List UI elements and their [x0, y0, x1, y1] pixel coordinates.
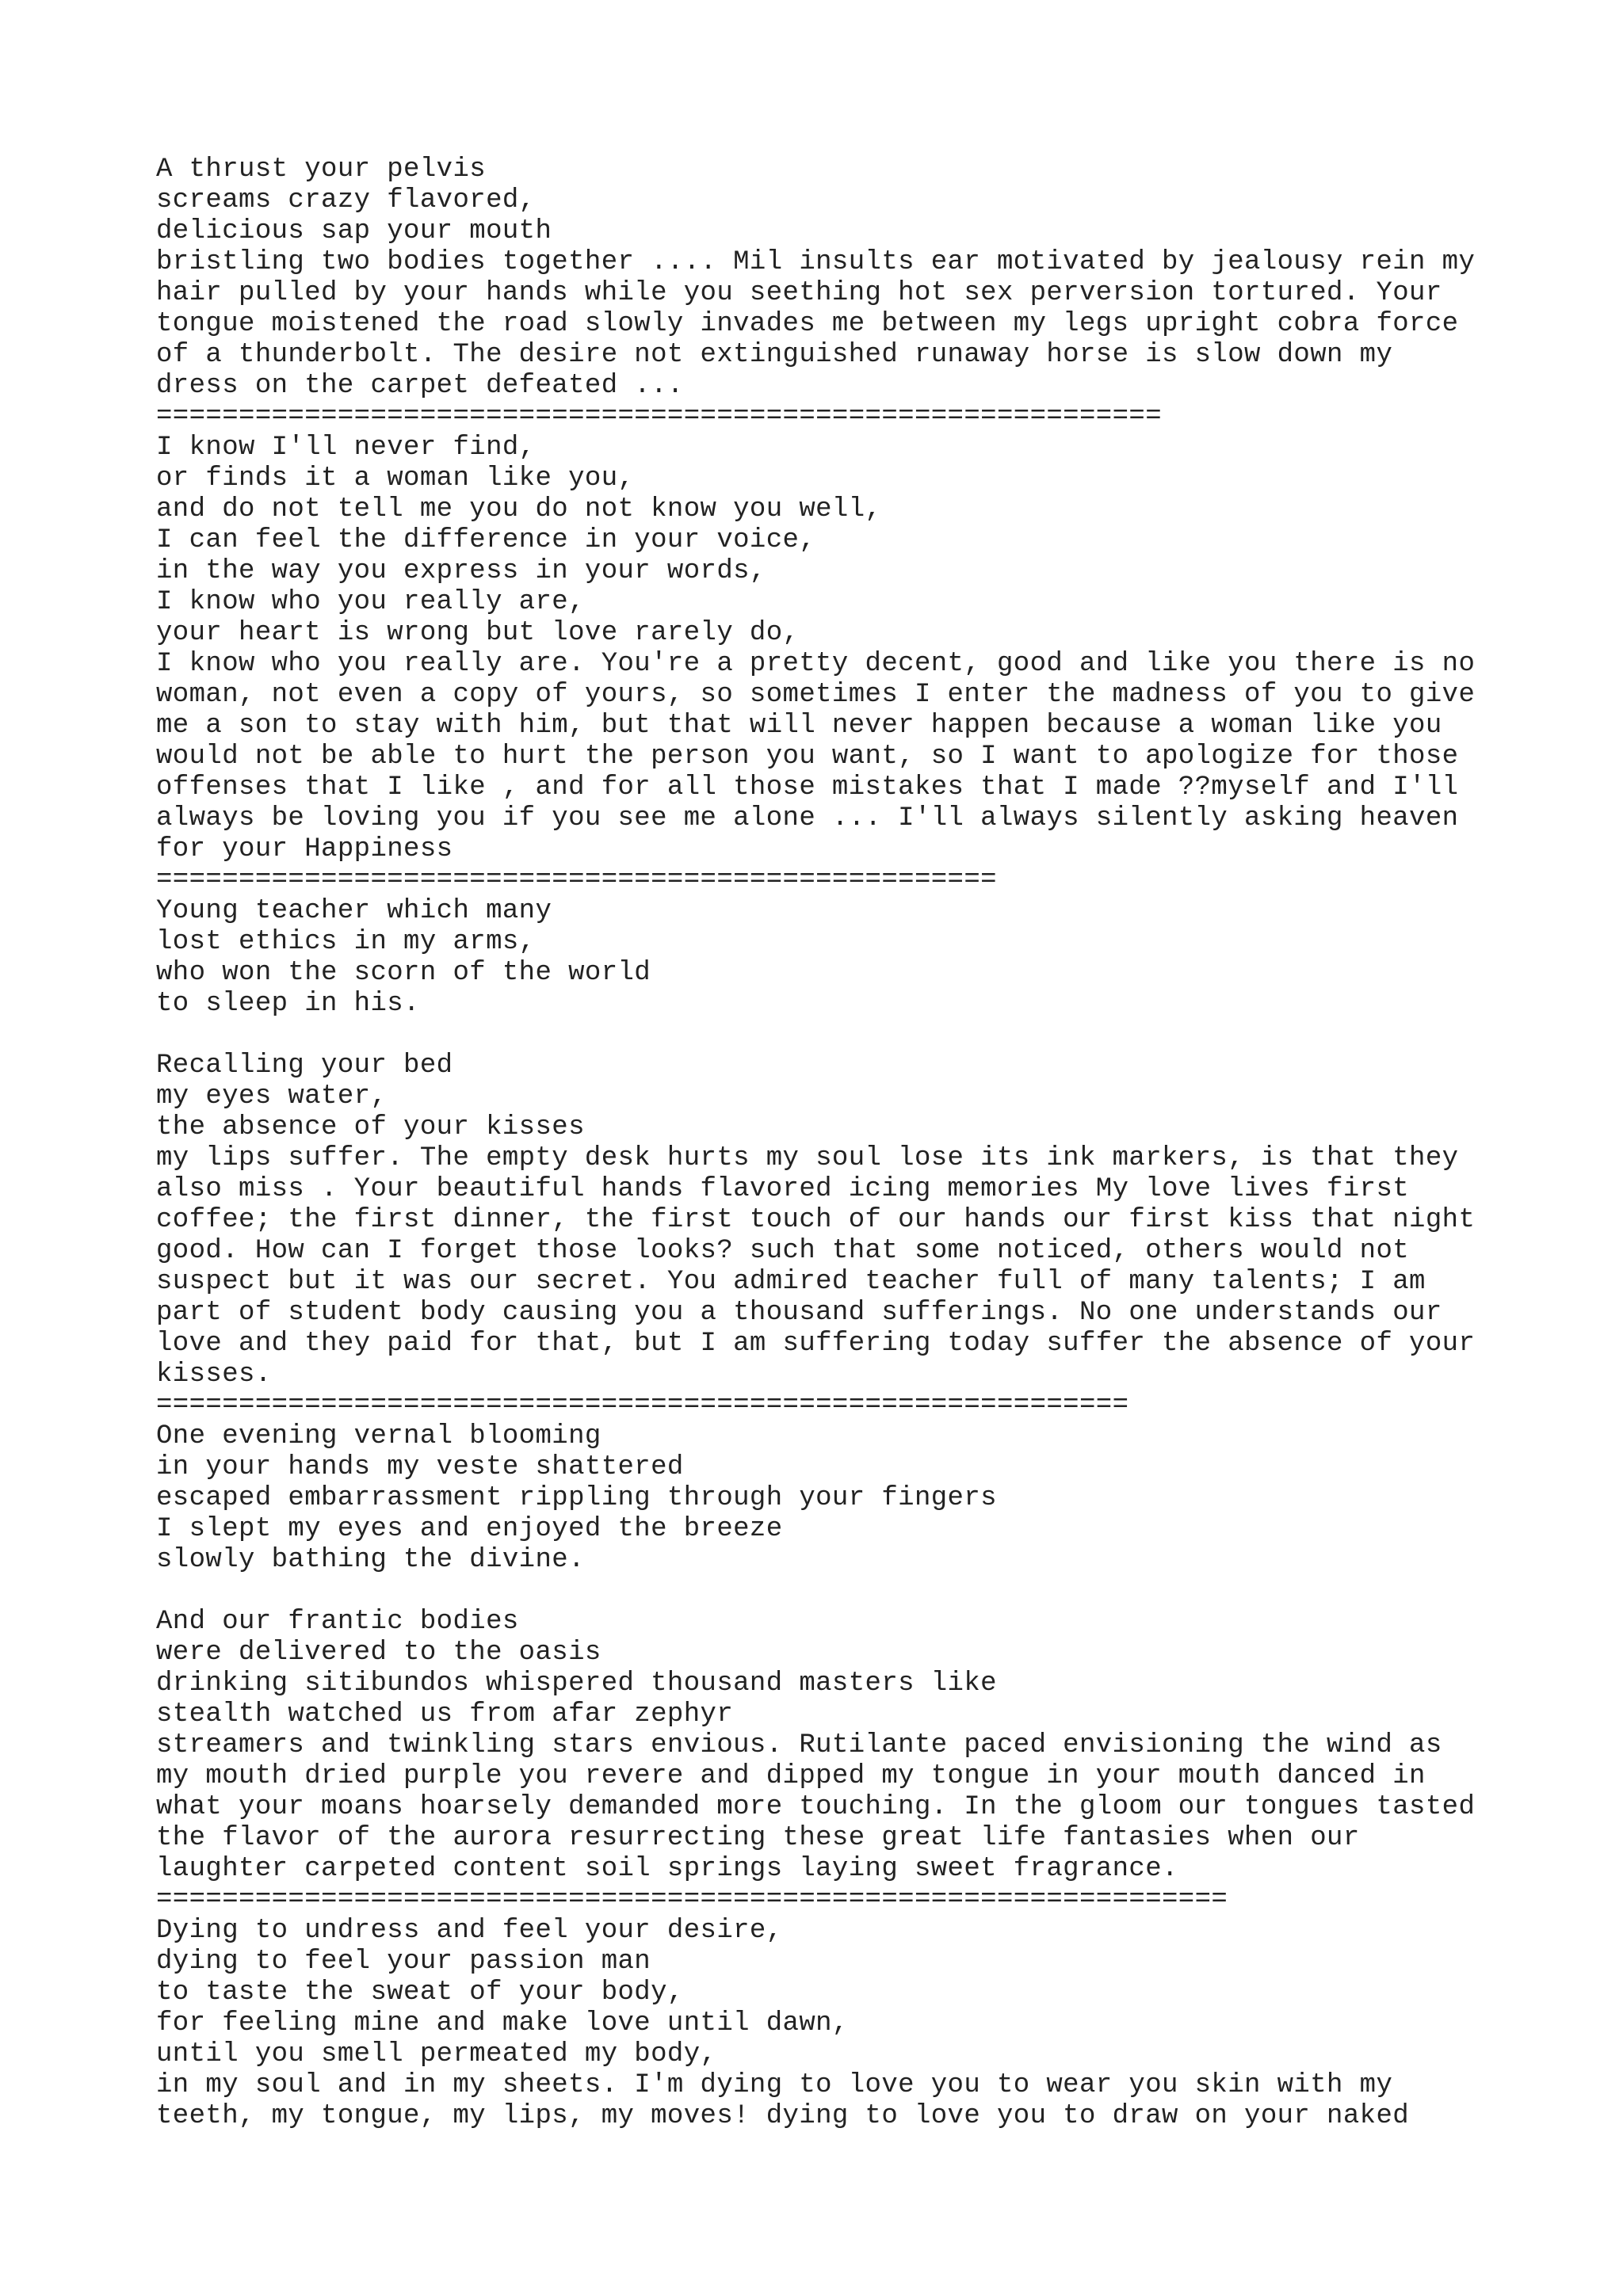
text-line: to taste the sweat of your body,: [156, 1978, 684, 2008]
text-line: I know I'll never find,: [156, 433, 536, 463]
text-line: always be loving you if you see me alone ... I'll always silently asking heaven: [156, 803, 1459, 833]
text-line: what your moans hoarsely demanded more touching. In the gloom our tongues tasted: [156, 1792, 1476, 1822]
text-line: the flavor of the aurora resurrecting these great life fantasies when our: [156, 1823, 1360, 1853]
text-line: escaped embarrassment rippling through your fingers: [156, 1483, 997, 1513]
text-line: in your hands my veste shattered: [156, 1452, 684, 1482]
text-line: my lips suffer. The empty desk hurts my soul lose its ink markers, is that they: [156, 1143, 1459, 1173]
text-line: who won the scorn of the world: [156, 958, 651, 988]
text-line: dress on the carpet defeated ...: [156, 371, 684, 401]
text-line: slowly bathing the divine.: [156, 1545, 585, 1575]
text-line: good. How can I forget those looks? such that some noticed, others would not: [156, 1236, 1410, 1266]
text-line: until you smell permeated my body,: [156, 2039, 717, 2069]
text-line: coffee; the first dinner, the first touch of our hands our first kiss that night: [156, 1205, 1476, 1235]
text-line: streamers and twinkling stars envious. Rutilante paced envisioning the wind as: [156, 1730, 1442, 1760]
text-line: screams crazy flavored,: [156, 185, 536, 215]
text-line: for feeling mine and make love until dawn,: [156, 2008, 849, 2039]
text-line: would not be able to hurt the person you want, so I want to apologize for those: [156, 742, 1459, 772]
text-line: stealth watched us from afar zephyr: [156, 1699, 734, 1730]
text-line: offenses that I like , and for all those mistakes that I made ??myself and I'll: [156, 772, 1459, 803]
text-line: A thrust your pelvis: [156, 154, 487, 185]
text-line: also miss . Your beautiful hands flavored icing memories My love lives first: [156, 1174, 1410, 1204]
text-line: I know who you really are,: [156, 587, 585, 617]
text-line: =================================================================: [156, 1885, 1228, 1915]
text-line: were delivered to the oasis: [156, 1638, 601, 1668]
text-line: delicious sap your mouth: [156, 216, 552, 246]
text-line: or finds it a woman like you,: [156, 463, 635, 494]
text-line: the absence of your kisses: [156, 1112, 585, 1142]
text-line: for your Happiness: [156, 834, 453, 864]
text-line: teeth, my tongue, my lips, my moves! dying to love you to draw on your naked: [156, 2101, 1410, 2131]
text-line: One evening vernal blooming: [156, 1421, 601, 1451]
text-line: ===========================================================: [156, 1390, 1129, 1421]
text-line: and do not tell me you do not know you well,: [156, 494, 882, 524]
text-line: suspect but it was our secret. You admired teacher full of many talents; I am: [156, 1267, 1426, 1297]
text-line: ===================================================: [156, 865, 997, 895]
text-line: I can feel the difference in your voice,: [156, 525, 816, 555]
text-line: your heart is wrong but love rarely do,: [156, 618, 800, 648]
text-line: I slept my eyes and enjoyed the breeze: [156, 1514, 783, 1544]
text-line: laughter carpeted content soil springs laying sweet fragrance.: [156, 1854, 1178, 1884]
text-line: to sleep in his.: [156, 989, 420, 1019]
text-line: woman, not even a copy of yours, so sometimes I enter the madness of you to give: [156, 680, 1476, 710]
text-line: part of student body causing you a thousand sufferings. No one understands our: [156, 1298, 1442, 1328]
text-line: Dying to undress and feel your desire,: [156, 1916, 783, 1946]
text-line: [156, 1020, 1598, 1051]
text-line: in the way you express in your words,: [156, 556, 766, 586]
text-line: hair pulled by your hands while you seething hot sex perversion tortured. Your: [156, 278, 1442, 308]
text-line: I know who you really are. You're a pretty decent, good and like you there is no: [156, 649, 1476, 679]
document-text: [156, 154, 1598, 2132]
text-line: of a thunderbolt. The desire not extinguished runaway horse is slow down my: [156, 340, 1393, 370]
text-line: love and they paid for that, but I am suffering today suffer the absence of your: [156, 1329, 1476, 1359]
text-line: my mouth dried purple you revere and dipped my tongue in your mouth danced in: [156, 1761, 1426, 1791]
text-line: drinking sitibundos whispered thousand masters like: [156, 1669, 997, 1699]
text-line: my eyes water,: [156, 1081, 388, 1112]
text-line: =============================================================: [156, 402, 1163, 432]
text-line: Recalling your bed: [156, 1051, 453, 1081]
text-line: And our frantic bodies: [156, 1607, 519, 1637]
text-line: [156, 1576, 1598, 1607]
text-line: lost ethics in my arms,: [156, 927, 536, 957]
text-line: tongue moistened the road slowly invades me between my legs upright cobra force: [156, 309, 1459, 339]
text-line: kisses.: [156, 1360, 272, 1390]
text-line: bristling two bodies together .... Mil insults ear motivated by jealousy rein my: [156, 247, 1476, 277]
text-line: me a son to stay with him, but that will never happen because a woman like you: [156, 711, 1442, 741]
text-line: in my soul and in my sheets. I'm dying to love you to wear you skin with my: [156, 2070, 1393, 2100]
text-line: Young teacher which many: [156, 896, 552, 926]
text-line: dying to feel your passion man: [156, 1947, 651, 1977]
